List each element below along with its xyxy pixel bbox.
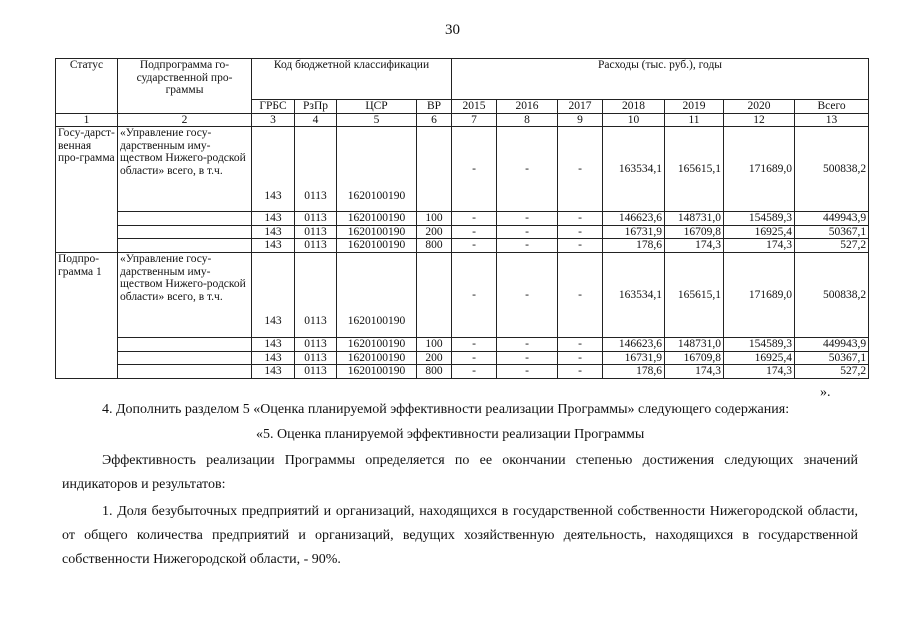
column-number: 9 bbox=[558, 113, 603, 127]
year-2015-cell: - bbox=[452, 337, 497, 351]
vr-cell: 100 bbox=[417, 212, 452, 226]
header-subprogram: Подпрограмма го-сударственной про-граммы bbox=[118, 59, 252, 114]
table-row bbox=[56, 212, 869, 226]
table-row bbox=[56, 225, 869, 239]
year-2019-cell: 174,3 bbox=[665, 239, 724, 253]
total-cell: 50367,1 bbox=[795, 225, 869, 239]
table-header-row bbox=[56, 59, 869, 100]
year-2020-cell: 16925,4 bbox=[724, 351, 795, 365]
csr-cell: 1620100190 bbox=[337, 252, 417, 337]
year-2018-cell: 16731,9 bbox=[603, 351, 665, 365]
subheader-cell: РзПр bbox=[295, 100, 337, 114]
year-2018-cell: 178,6 bbox=[603, 365, 665, 379]
rzpr-cell: 0113 bbox=[295, 127, 337, 212]
year-2017-cell: - bbox=[558, 127, 603, 212]
rzpr-cell: 0113 bbox=[295, 225, 337, 239]
vr-cell: 800 bbox=[417, 365, 452, 379]
column-number: 11 bbox=[665, 113, 724, 127]
column-number: 5 bbox=[337, 113, 417, 127]
csr-cell: 1620100190 bbox=[337, 337, 417, 351]
vr-cell: 200 bbox=[417, 351, 452, 365]
year-2020-cell: 174,3 bbox=[724, 365, 795, 379]
year-2018-cell: 16731,9 bbox=[603, 225, 665, 239]
total-cell: 449943,9 bbox=[795, 212, 869, 226]
empty-name-cell bbox=[118, 239, 252, 253]
grbs-cell: 143 bbox=[252, 127, 295, 212]
total-cell: 449943,9 bbox=[795, 337, 869, 351]
year-2016-cell: - bbox=[497, 212, 558, 226]
column-number: 6 bbox=[417, 113, 452, 127]
year-2020-cell: 16925,4 bbox=[724, 225, 795, 239]
year-2016-cell: - bbox=[497, 365, 558, 379]
total-cell: 500838,2 bbox=[795, 252, 869, 337]
header-status: Статус bbox=[56, 59, 118, 114]
empty-name-cell bbox=[118, 212, 252, 226]
column-number: 2 bbox=[118, 113, 252, 127]
grbs-cell: 143 bbox=[252, 225, 295, 239]
subheader-cell: ВР bbox=[417, 100, 452, 114]
year-2017-cell: - bbox=[558, 225, 603, 239]
table-row-program-total bbox=[56, 127, 869, 212]
header-expenses: Расходы (тыс. руб.), годы bbox=[452, 59, 869, 100]
subheader-cell: 2019 bbox=[665, 100, 724, 114]
rzpr-cell: 0113 bbox=[295, 212, 337, 226]
subheader-cell: 2020 bbox=[724, 100, 795, 114]
table-row bbox=[56, 365, 869, 379]
column-number: 3 bbox=[252, 113, 295, 127]
page-number: 30 bbox=[445, 22, 460, 38]
column-number: 1 bbox=[56, 113, 118, 127]
empty-name-cell bbox=[118, 351, 252, 365]
subheader-cell: ГРБС bbox=[252, 100, 295, 114]
csr-cell: 1620100190 bbox=[337, 365, 417, 379]
year-2016-cell: - bbox=[497, 252, 558, 337]
year-2016-cell: - bbox=[497, 127, 558, 212]
rzpr-cell: 0113 bbox=[295, 337, 337, 351]
year-2018-cell: 146623,6 bbox=[603, 337, 665, 351]
rzpr-cell: 0113 bbox=[295, 365, 337, 379]
column-number: 7 bbox=[452, 113, 497, 127]
empty-name-cell bbox=[118, 337, 252, 351]
year-2019-cell: 165615,1 bbox=[665, 252, 724, 337]
vr-cell: 100 bbox=[417, 337, 452, 351]
paragraph-indicator-1: 1. Доля безубыточных предприятий и организаций, находящихся в государственной собственности Нижегородской области, от общего количества предприятий и организаций, ведущих хозяйственную деятельность, находящихся в государственной собственности Нижегородской области, - 90%. bbox=[62, 504, 858, 567]
year-2020-cell: 171689,0 bbox=[724, 252, 795, 337]
csr-cell: 1620100190 bbox=[337, 225, 417, 239]
year-2017-cell: - bbox=[558, 365, 603, 379]
subheader-cell: ЦСР bbox=[337, 100, 417, 114]
budget-table bbox=[55, 58, 869, 379]
year-2017-cell: - bbox=[558, 351, 603, 365]
grbs-cell: 143 bbox=[252, 239, 295, 253]
year-2018-cell: 178,6 bbox=[603, 239, 665, 253]
year-2018-cell: 163534,1 bbox=[603, 127, 665, 212]
program-name-cell: «Управление госу-дарственным иму-ществом Нижего-родской области» всего, в т.ч. bbox=[118, 252, 252, 337]
subheader-cell: 2018 bbox=[603, 100, 665, 114]
year-2016-cell: - bbox=[497, 351, 558, 365]
csr-cell: 1620100190 bbox=[337, 127, 417, 212]
year-2015-cell: - bbox=[452, 252, 497, 337]
paragraph-amendment: 4. Дополнить разделом 5 «Оценка планируемой эффективности реализации Программы» следующего содержания: bbox=[102, 402, 790, 417]
year-2015-cell: - bbox=[452, 225, 497, 239]
year-2020-cell: 171689,0 bbox=[724, 127, 795, 212]
year-2015-cell: - bbox=[452, 365, 497, 379]
year-2015-cell: - bbox=[452, 351, 497, 365]
column-number: 12 bbox=[724, 113, 795, 127]
program-name-cell: «Управление госу-дарственным иму-ществом Нижего-родской области» всего, в т.ч. bbox=[118, 127, 252, 212]
year-2017-cell: - bbox=[558, 252, 603, 337]
header-budget-code: Код бюджетной классификации bbox=[252, 59, 452, 100]
year-2015-cell: - bbox=[452, 127, 497, 212]
year-2016-cell: - bbox=[497, 337, 558, 351]
table-row bbox=[56, 351, 869, 365]
empty-name-cell bbox=[118, 365, 252, 379]
year-2019-cell: 148731,0 bbox=[665, 212, 724, 226]
grbs-cell: 143 bbox=[252, 365, 295, 379]
section-heading: «5. Оценка планируемой эффективности реализации Программы bbox=[256, 427, 645, 442]
empty-name-cell bbox=[118, 225, 252, 239]
total-cell: 527,2 bbox=[795, 239, 869, 253]
column-number: 10 bbox=[603, 113, 665, 127]
column-number: 4 bbox=[295, 113, 337, 127]
year-2018-cell: 146623,6 bbox=[603, 212, 665, 226]
grbs-cell: 143 bbox=[252, 351, 295, 365]
year-2017-cell: - bbox=[558, 212, 603, 226]
total-cell: 50367,1 bbox=[795, 351, 869, 365]
year-2019-cell: 174,3 bbox=[665, 365, 724, 379]
vr-cell: 800 bbox=[417, 239, 452, 253]
year-2019-cell: 165615,1 bbox=[665, 127, 724, 212]
rzpr-cell: 0113 bbox=[295, 252, 337, 337]
year-2016-cell: - bbox=[497, 239, 558, 253]
year-2020-cell: 174,3 bbox=[724, 239, 795, 253]
column-number-row bbox=[56, 113, 869, 127]
column-number: 8 bbox=[497, 113, 558, 127]
subheader-cell: 2016 bbox=[497, 100, 558, 114]
year-2017-cell: - bbox=[558, 337, 603, 351]
year-2015-cell: - bbox=[452, 239, 497, 253]
year-2020-cell: 154589,3 bbox=[724, 212, 795, 226]
subheader-cell: 2015 bbox=[452, 100, 497, 114]
vr-cell bbox=[417, 127, 452, 212]
status-cell: Госу-дарст-венная про-грамма bbox=[56, 127, 118, 253]
year-2019-cell: 16709,8 bbox=[665, 351, 724, 365]
vr-cell bbox=[417, 252, 452, 337]
subheader-cell: Всего bbox=[795, 100, 869, 114]
year-2015-cell: - bbox=[452, 212, 497, 226]
rzpr-cell: 0113 bbox=[295, 239, 337, 253]
paragraph-efficiency: Эффективность реализации Программы определяется по ее окончании степенью достижения следующих значений индикаторов и результатов: bbox=[62, 453, 858, 492]
year-2019-cell: 16709,8 bbox=[665, 225, 724, 239]
grbs-cell: 143 bbox=[252, 337, 295, 351]
column-number: 13 bbox=[795, 113, 869, 127]
table-row bbox=[56, 239, 869, 253]
grbs-cell: 143 bbox=[252, 252, 295, 337]
vr-cell: 200 bbox=[417, 225, 452, 239]
grbs-cell: 143 bbox=[252, 212, 295, 226]
rzpr-cell: 0113 bbox=[295, 351, 337, 365]
total-cell: 527,2 bbox=[795, 365, 869, 379]
status-cell: Подпро-грамма 1 bbox=[56, 252, 118, 378]
year-2016-cell: - bbox=[497, 225, 558, 239]
csr-cell: 1620100190 bbox=[337, 239, 417, 253]
year-2018-cell: 163534,1 bbox=[603, 252, 665, 337]
year-2020-cell: 154589,3 bbox=[724, 337, 795, 351]
csr-cell: 1620100190 bbox=[337, 212, 417, 226]
year-2019-cell: 148731,0 bbox=[665, 337, 724, 351]
closing-quote-mark: ». bbox=[820, 385, 831, 400]
subheader-cell: 2017 bbox=[558, 100, 603, 114]
table-row-subprogram-total bbox=[56, 252, 869, 337]
csr-cell: 1620100190 bbox=[337, 351, 417, 365]
year-2017-cell: - bbox=[558, 239, 603, 253]
total-cell: 500838,2 bbox=[795, 127, 869, 212]
table-row bbox=[56, 337, 869, 351]
